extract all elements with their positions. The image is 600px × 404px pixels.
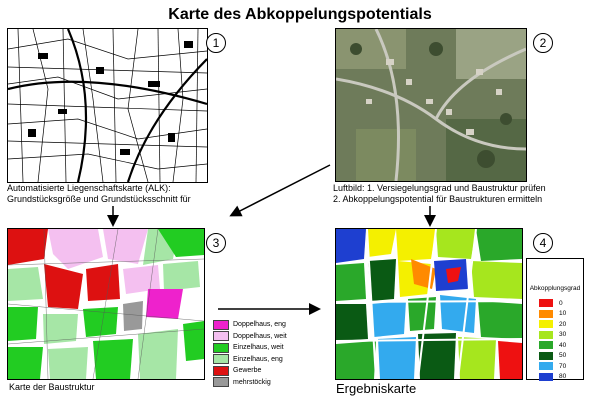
legend-swatch [213,377,229,387]
panel-number-4: 4 [533,233,553,253]
legend-item-0 [527,298,583,309]
legend-item-doppelhaus-weit [213,331,287,343]
legend-item-20 [527,319,583,330]
legend-swatch [539,331,553,339]
legend-label: Einzelhaus, weit [233,344,284,351]
abkopplung-legend [526,258,584,380]
baustruktur-caption: Karte der Baustruktur [9,382,95,392]
legend-swatch [539,373,553,381]
legend-label: 70 [559,362,567,370]
legend-swatch [213,354,229,364]
legend-swatch [539,362,553,370]
legend-label: 40 [559,341,567,349]
panel-number-1: 1 [206,33,226,53]
legend-label: 0 [559,299,563,307]
legend-label: 80 [559,373,567,381]
legend-swatch [213,366,229,376]
legend-swatch [539,310,553,318]
legend-swatch [539,320,553,328]
legend-item-70 [527,361,583,372]
legend-item-einzelhaus-eng [213,354,287,366]
aerial-caption-line2: 2. Abkoppelungspotential für Baustrukturen ermitteln [333,194,543,204]
alk-caption-line2: Grundstücksgröße und Grundstücksschnitt für [7,194,191,204]
legend-item-10 [527,309,583,320]
legend-label: Gewerbe [233,367,262,374]
panel-number-2: 2 [533,33,553,53]
result-map-drawing [336,229,522,379]
panel-number-3: 3 [206,233,226,253]
legend-swatch [539,352,553,360]
legend-title: Abkopplungsgrad [529,285,581,292]
legend-item-30 [527,330,583,341]
legend-item-einzelhaus-weit [213,342,287,354]
alk-caption-line1: Automatisierte Liegenschaftskarte (ALK): [7,183,171,193]
legend-item-80 [527,372,583,383]
legend-item-50 [527,351,583,362]
result-map [335,228,523,380]
baustruktur-map-drawing [8,229,204,379]
legend-item-doppelhaus-eng [213,319,287,331]
legend-swatch [539,341,553,349]
legend-label: 20 [559,320,567,328]
aerial-caption-line1: Luftbild: 1. Versiegelungsgrad und Baustruktur prüfen [333,183,546,193]
legend-swatch [213,331,229,341]
page-title: Karte des Abkoppelungspotentials [168,6,432,23]
legend-swatch [213,343,229,353]
legend-label: Doppelhaus, weit [233,332,287,340]
legend-item-mehrstoeckig [213,377,287,389]
legend-swatch [213,320,229,330]
legend-label: Einzelhaus, eng [233,355,283,363]
legend-label: 30 [559,331,567,339]
legend-swatch [539,299,553,307]
baustruktur-map [7,228,205,380]
baustruktur-legend [213,319,287,388]
result-caption: Ergebniskarte [336,381,417,396]
legend-label: 50 [559,352,567,360]
legend-label: Doppelhaus, eng [233,321,286,328]
legend-item-40 [527,340,583,351]
legend-label: 10 [559,310,567,318]
legend-label: mehrstöckig [233,378,271,386]
arrow-aerial-to-baustruktur [232,165,330,215]
legend-item-gewerbe [213,365,287,377]
